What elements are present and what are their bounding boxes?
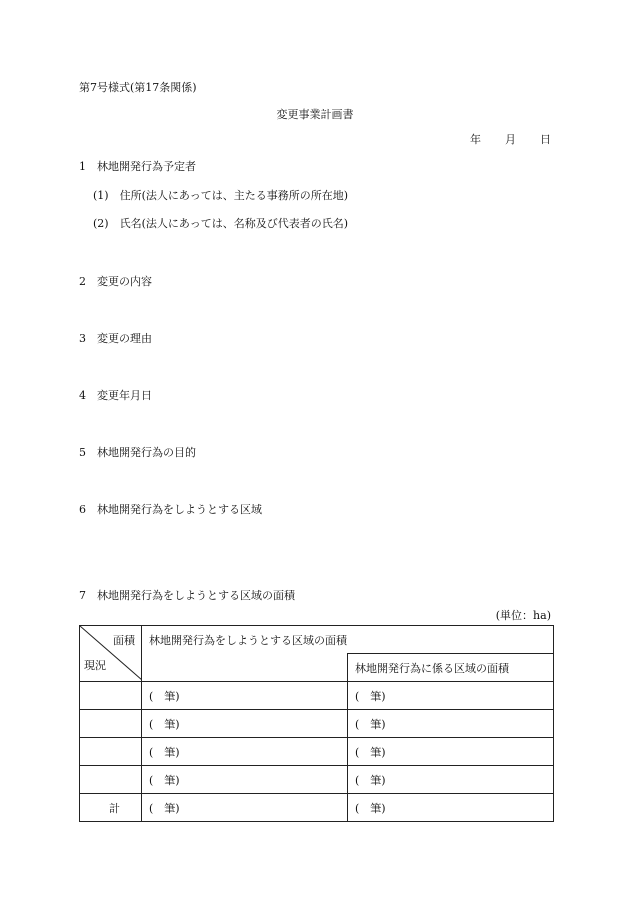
form-number: 第7号様式(第17条関係) bbox=[79, 81, 197, 94]
parcel-cell: ( 筆) bbox=[142, 766, 348, 794]
section-heading: 3 変更の理由 bbox=[79, 332, 152, 345]
table-row bbox=[80, 766, 554, 794]
table-total-row bbox=[80, 794, 554, 822]
table-row bbox=[80, 710, 554, 738]
unit-label: (単位：ha) bbox=[495, 609, 551, 622]
parcel-cell: ( 筆) bbox=[348, 766, 554, 794]
parcel-cell: ( 筆) bbox=[348, 682, 554, 710]
document-title: 変更事業計画書 bbox=[276, 108, 354, 121]
status-cell bbox=[80, 738, 142, 766]
parcel-cell: ( 筆) bbox=[348, 710, 554, 738]
date-line bbox=[470, 133, 551, 147]
date-day-label: 日 bbox=[540, 133, 551, 146]
area-table bbox=[79, 625, 554, 822]
table-header-row bbox=[80, 654, 554, 682]
status-cell bbox=[80, 682, 142, 710]
parcel-cell: ( 筆) bbox=[142, 682, 348, 710]
section-heading: 5 林地開発行為の目的 bbox=[79, 446, 196, 459]
header-spacer bbox=[142, 654, 348, 682]
subitem-name: (2) 氏名(法人にあっては、名称及び代表者の氏名) bbox=[93, 217, 349, 230]
corner-label-status: 現況 bbox=[84, 659, 106, 672]
section-heading: 4 変更年月日 bbox=[79, 389, 152, 402]
table-row bbox=[80, 682, 554, 710]
parcel-cell: ( 筆) bbox=[142, 710, 348, 738]
subitem-address: (1) 住所(法人にあっては、主たる事務所の所在地) bbox=[93, 189, 349, 202]
parcel-cell: ( 筆) bbox=[348, 794, 554, 822]
date-year-label: 年 bbox=[470, 133, 481, 146]
parcel-cell: ( 筆) bbox=[142, 794, 348, 822]
section-heading: 1 林地開発行為予定者 bbox=[79, 160, 196, 173]
section-heading: 7 林地開発行為をしようとする区域の面積 bbox=[79, 589, 295, 602]
column-header-planned-area: 林地開発行為をしようとする区域の面積 bbox=[142, 626, 554, 654]
table-header-row bbox=[80, 626, 554, 654]
table-corner-cell bbox=[80, 626, 142, 682]
parcel-cell: ( 筆) bbox=[142, 738, 348, 766]
table-row bbox=[80, 738, 554, 766]
date-month-label: 月 bbox=[505, 133, 516, 146]
corner-label-area: 面積 bbox=[113, 634, 135, 647]
status-cell bbox=[80, 710, 142, 738]
parcel-cell: ( 筆) bbox=[348, 738, 554, 766]
column-header-related-area: 林地開発行為に係る区域の面積 bbox=[348, 654, 554, 682]
section-heading: 6 林地開発行為をしようとする区域 bbox=[79, 503, 262, 516]
status-cell bbox=[80, 766, 142, 794]
total-label: 計 bbox=[80, 794, 142, 822]
section-heading: 2 変更の内容 bbox=[79, 275, 152, 288]
